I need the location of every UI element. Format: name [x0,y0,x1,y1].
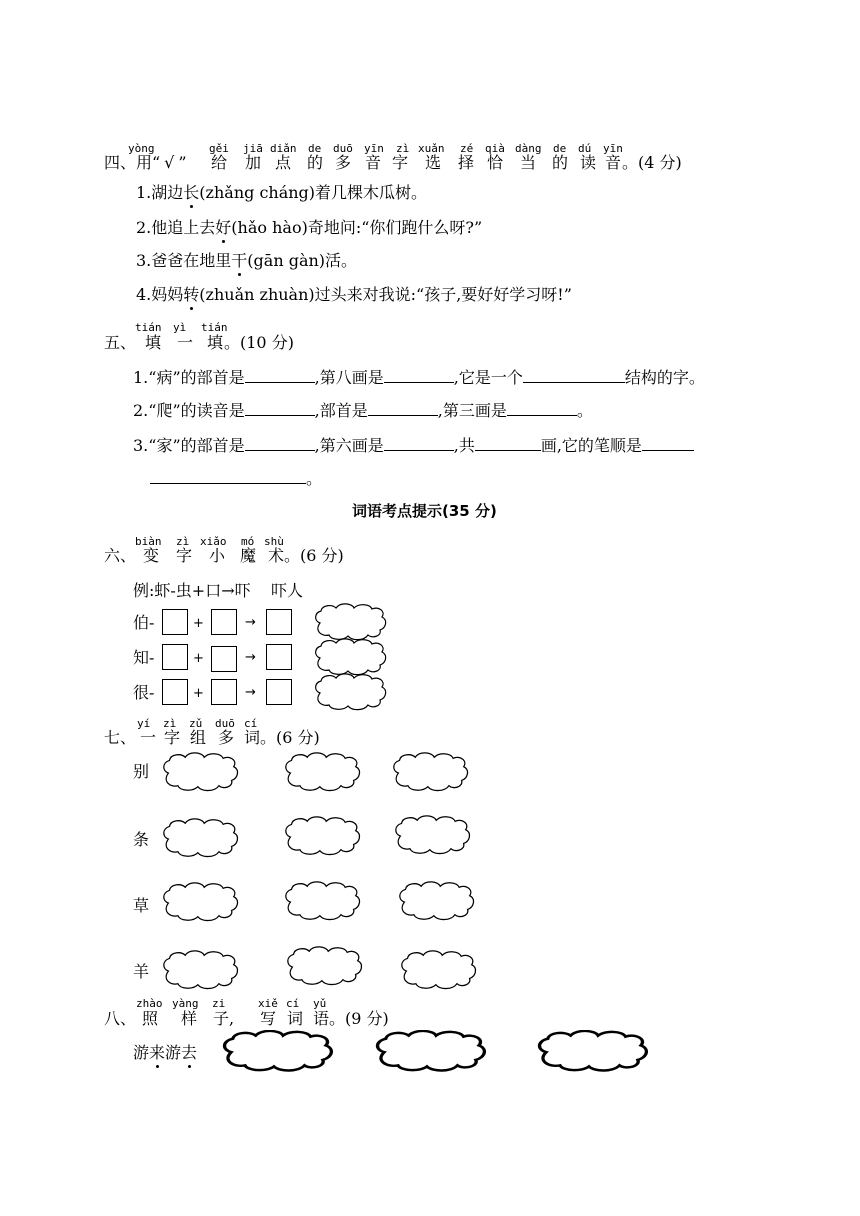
char-yu: 语 [313,1009,330,1028]
plus-sign: + [193,616,204,631]
pinyin-yi: yì [173,321,187,334]
pinyin-qia: qià [485,142,505,155]
pinyin-gei: gěi [209,142,229,155]
char-shu: 术 [268,546,285,565]
pinyin-yong: yòng [128,142,155,155]
cloud-answer-shape[interactable] [160,818,240,858]
section-4-score: 。(4 分) [622,153,682,172]
answer-blank[interactable] [245,401,315,416]
row-label-cao: 草 [133,896,150,915]
pinyin-yin: yīn [364,142,384,155]
pinyin-zi-2: zì [176,535,190,548]
cloud-answer-shape[interactable] [160,950,240,990]
char-dang: 当 [520,153,537,172]
question-4-1: 1.湖边长(zhǎng cháng)着几棵木瓜树。 [136,183,428,202]
char-tian: 填 [145,333,162,352]
dotted-char: 好 [215,218,232,237]
dotted-char: 转 [183,285,200,304]
plus-sign: + [193,686,204,701]
question-5-1: 1.“病”的部首是 ,第八画是 ,它是一个 结构的字。 [133,368,705,387]
pinyin-tian: tián [135,321,162,334]
char-zhao: 照 [142,1009,159,1028]
pinyin-ze: zé [460,142,474,155]
answer-box[interactable] [162,644,188,670]
row-label-bo: 伯- [133,613,155,632]
pinyin-mo: mó [241,535,255,548]
pinyin-zi-3: zì [163,717,177,730]
pinyin-jia: jiā [243,142,263,155]
char-zi-4: 子 [213,1009,230,1028]
question-4-4: 4.妈妈转(zhuǎn zhuàn)过头来对我说:“孩子,要好好学习呀!” [136,285,572,304]
pinyin-de: de [308,142,322,155]
section-6-number: 六、 [104,546,137,565]
answer-box[interactable] [162,679,188,705]
cloud-answer-shape[interactable] [282,816,362,856]
cloud-answer-shape[interactable] [282,752,362,792]
pinyin-zi: zì [396,142,410,155]
question-4-2: 2.他追上去好(hǎo hào)奇地问:“你们跑什么呀?” [136,218,483,237]
answer-box[interactable] [211,609,237,635]
char-yin-2: 音 [605,153,622,172]
cloud-answer-shape[interactable] [309,673,391,711]
section-8-number: 八、 [104,1009,137,1028]
arrow-icon: → [245,650,256,665]
pinyin-yang: yàng [172,997,199,1010]
section-4-number: 四、 [104,153,137,172]
answer-blank[interactable] [384,368,454,383]
pinyin-yi-2: yí [137,717,151,730]
answer-box[interactable] [266,644,292,670]
char-duo-2: 多 [218,728,235,747]
char-zu: 组 [190,728,207,747]
row-label-yang: 羊 [133,962,150,981]
char-zi-3: 字 [164,728,181,747]
arrow-icon: → [245,685,256,700]
pinyin-yu: yǔ [313,997,327,1010]
question-5-2: 2.“爬”的读音是 ,部首是 ,第三画是 。 [133,401,593,420]
pinyin-xiao: xiǎo [200,535,227,548]
row-label-hen: 很- [133,683,155,702]
answer-box[interactable] [211,679,237,705]
char-tian-2: 填 [207,333,224,352]
section-4-check-mark: “√” [152,153,191,172]
char-bian: 变 [143,546,160,565]
section-6-score: 。(6 分) [284,546,344,565]
pinyin-zi-4: zi [212,997,226,1010]
answer-box[interactable] [162,609,188,635]
answer-box[interactable] [266,609,292,635]
cloud-answer-shape[interactable] [534,1030,650,1072]
char-qia: 恰 [487,153,504,172]
char-gei: 给 [211,153,228,172]
char-duo: 多 [335,153,352,172]
section-7-score: 。(6 分) [260,728,320,747]
pinyin-duo: duō [333,142,353,155]
question-4-3: 3.爸爸在地里干(gān gàn)活。 [136,251,358,270]
char-mo: 魔 [240,546,257,565]
dotted-char: 来 [149,1043,166,1062]
char-yi-2: 一 [140,728,157,747]
char-de-2: 的 [552,153,569,172]
char-xuan: 选 [425,153,442,172]
pinyin-du: dú [578,142,592,155]
char-de: 的 [307,153,324,172]
row-label-zhi: 知- [133,648,155,667]
section-8-example: 游来游去 [133,1043,198,1062]
char-yin: 音 [365,153,382,172]
cloud-answer-shape[interactable] [282,881,362,921]
char-xiao: 小 [209,546,226,565]
char-dian: 点 [275,153,292,172]
pinyin-dang: dàng [515,142,542,155]
char-ze: 择 [458,153,475,172]
char-yi: 一 [177,333,194,352]
cloud-answer-shape[interactable] [396,881,476,921]
section-5-score: 。(10 分) [224,333,294,352]
pinyin-yin-2: yīn [603,142,623,155]
plus-sign: + [193,651,204,666]
answer-blank[interactable] [245,436,315,451]
dotted-char: 长 [183,183,200,202]
char-ci-2: 词 [287,1009,304,1028]
cloud-answer-shape[interactable] [398,950,478,990]
answer-blank[interactable] [523,368,625,383]
pinyin-zhao: zhào [136,997,163,1010]
answer-blank[interactable] [642,436,694,451]
section-5-number: 五、 [104,333,137,352]
answer-blank[interactable] [507,401,577,416]
char-jia: 加 [245,153,262,172]
answer-blank[interactable] [384,436,454,451]
cloud-answer-shape[interactable] [284,946,364,986]
pinyin-dian: diǎn [270,142,297,155]
char-xie: 写 [260,1009,277,1028]
char-ci: 词 [244,728,261,747]
cloud-answer-shape[interactable] [390,752,470,792]
section-4-char-yong: 用 [136,153,153,172]
section-7-number: 七、 [104,728,137,747]
pinyin-shu: shù [264,535,284,548]
arrow-icon: → [245,615,256,630]
pinyin-de-2: de [553,142,567,155]
char-zi: 字 [392,153,409,172]
cloud-answer-shape[interactable] [392,815,472,855]
cloud-answer-shape[interactable] [309,603,391,641]
pinyin-xuan: xuǎn [418,142,445,155]
answer-box[interactable] [211,646,237,672]
section-title: 词语考点提示(35 分) [352,502,497,520]
char-zi-2: 字 [176,546,193,565]
char-yang: 样 [181,1009,198,1028]
answer-blank[interactable] [150,469,306,484]
answer-blank[interactable] [368,401,438,416]
section-6-example: 例:虾-虫+口→吓 吓人 [133,581,303,600]
answer-blank[interactable] [245,368,315,383]
char-du: 读 [580,153,597,172]
pinyin-ci-2: cí [286,997,300,1010]
question-5-3: 3.“家”的部首是 ,第六画是 ,共 画,它的笔顺是 [133,436,694,456]
comma: , [229,1009,235,1028]
dotted-char: 去 [181,1043,198,1062]
pinyin-zu: zǔ [189,717,203,730]
answer-blank[interactable] [475,436,541,451]
pinyin-xie: xiě [258,997,278,1010]
section-8-score: 。(9 分) [329,1009,389,1028]
pinyin-ci: cí [244,717,258,730]
cloud-answer-shape[interactable] [160,882,240,922]
pinyin-bian: biàn [135,535,162,548]
pinyin-tian-2: tián [201,321,228,334]
row-label-tiao: 条 [133,830,150,849]
cloud-answer-shape[interactable] [309,638,391,676]
cloud-answer-shape[interactable] [160,752,240,792]
pinyin-duo-2: duō [215,717,235,730]
row-label-bie: 别 [133,762,150,781]
cloud-answer-shape[interactable] [372,1030,488,1072]
dotted-char: 干 [231,251,248,270]
question-5-3-continued: 。 [150,469,322,489]
cloud-answer-shape[interactable] [219,1030,335,1072]
answer-box[interactable] [266,679,292,705]
